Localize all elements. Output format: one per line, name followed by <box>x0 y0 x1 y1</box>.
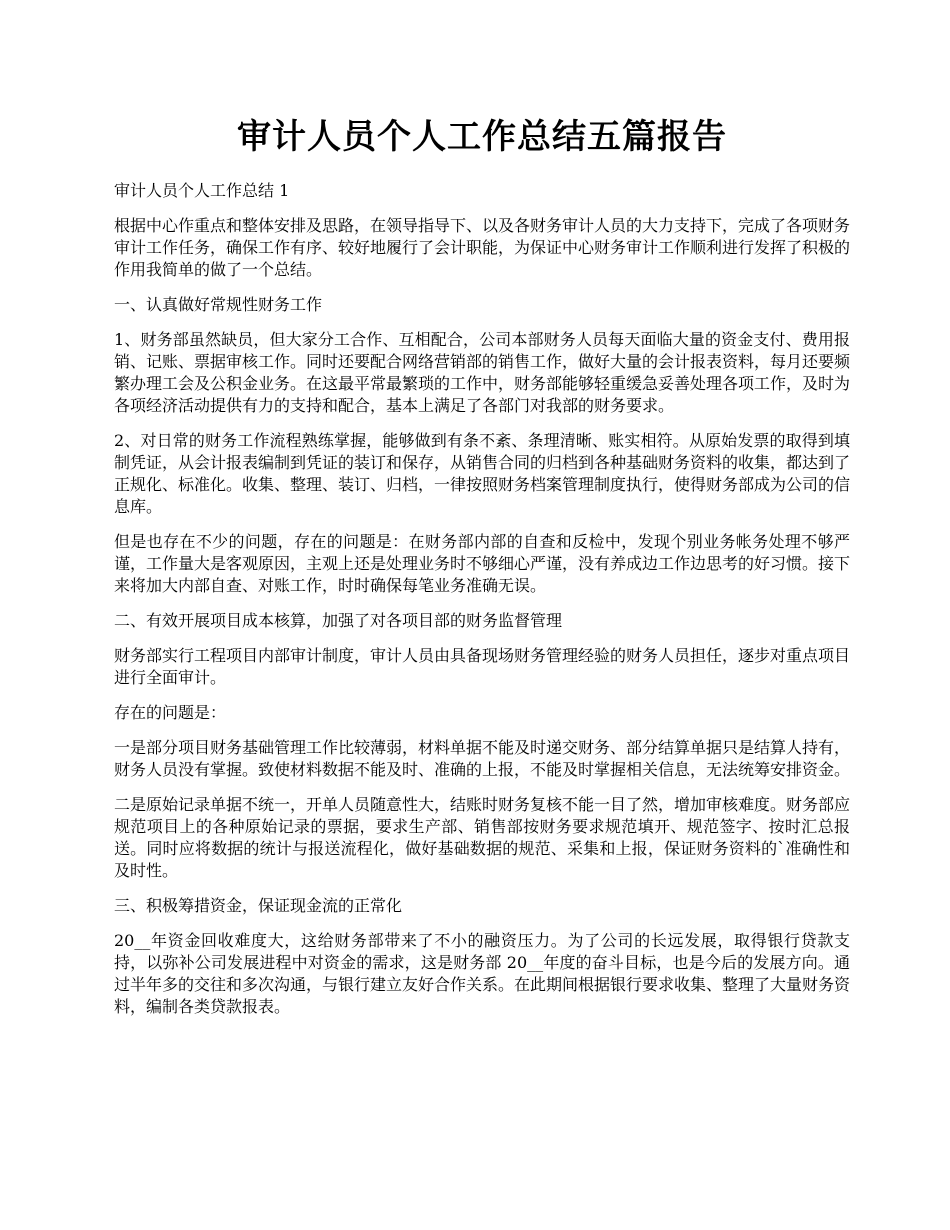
paragraph: 一是部分项目财务基础管理工作比较薄弱，材料单据不能及时递交财务、部分结算单据只是结算人持有，财务人员没有掌握。致使材料数据不能及时、准确的上报，不能及时掌握相关信息，无法统筹安排资金。 <box>114 738 851 779</box>
paragraph: 20__年资金回收难度大，这给财务部带来了不小的融资压力。为了公司的长远发展，取得银行贷款支持，以弥补公司发展进程中对资金的需求，这是财务部 20__年度的奋斗目标，也是今后的发展方向。通过半年多的交往和多次沟通，与银行建立友好合作关系。在此期间根据银行要求收集、整理了大量财务资料，编制各类贷款报表。 <box>114 931 851 1016</box>
paragraph: 1、财务部虽然缺员，但大家分工合作、互相配合，公司本部财务人员每天面临大量的资金支付、费用报销、记账、票据审核工作。同时还要配合网络营销部的销售工作，做好大量的会计报表资料，每月还要频繁办理工会及公积金业务。在这最平常最繁琐的工作中，财务部能够轻重缓急妥善处理各项工作，及时为各项经济活动提供有力的支持和配合，基本上满足了各部门对我部的财务要求。 <box>114 330 851 415</box>
document-page <box>114 112 850 1031</box>
section-heading-2: 二、有效开展项目成本核算，加强了对各项目部的财务监督管理 <box>114 611 563 630</box>
paragraph: 但是也存在不少的问题，存在的问题是：在财务部内部的自查和反检中，发现个别业务帐务处理不够严谨，工作量大是客观原因，主观上还是处理业务时不够细心严谨，没有养成边工作边思考的好习惯。接下来将加大内部自查、对账工作，时时确保每笔业务准确无误。 <box>114 532 851 595</box>
paragraph: 存在的问题是： <box>114 703 227 722</box>
paragraph-subtitle: 审计人员个人工作总结 1 <box>114 181 290 200</box>
paragraph: 2、对日常的财务工作流程熟练掌握，能够做到有条不紊、条理清晰、账实相符。从原始发票的取得到填制凭证，从会计报表编制到凭证的装订和保存，从销售合同的归档到各种基础财务资料的收集，都达到了正规化、标准化。收集、整理、装订、归档，一律按照财务档案管理制度执行，使得财务部成为公司的信息库。 <box>114 431 851 516</box>
paragraph: 财务部实行工程项目内部审计制度，审计人员由具备现场财务管理经验的财务人员担任，逐步对重点项目进行全面审计。 <box>114 646 851 687</box>
paragraph: 二是原始记录单据不统一，开单人员随意性大，结账时财务复核不能一目了然，增加审核难度。财务部应规范项目上的各种原始记录的票据，要求生产部、销售部按财务要求规范填开、规范签字、按时汇总报送。同时应将数据的统计与报送流程化，做好基础数据的规范、采集和上报，保证财务资料的`准确性和及时性。 <box>114 795 851 880</box>
section-heading-3: 三、积极筹措资金，保证现金流的正常化 <box>114 896 403 915</box>
section-heading-1: 一、认真做好常规性财务工作 <box>114 295 323 314</box>
paragraph-intro: 根据中心作重点和整体安排及思路，在领导指导下、以及各财务审计人员的大力支持下，完成了各项财务审计工作任务，确保工作有序、较好地履行了会计职能，为保证中心财务审计工作顺利进行发挥了积极的作用我简单的做了一个总结。 <box>114 216 851 279</box>
document-title: 审计人员个人工作总结五篇报告 <box>237 117 727 157</box>
